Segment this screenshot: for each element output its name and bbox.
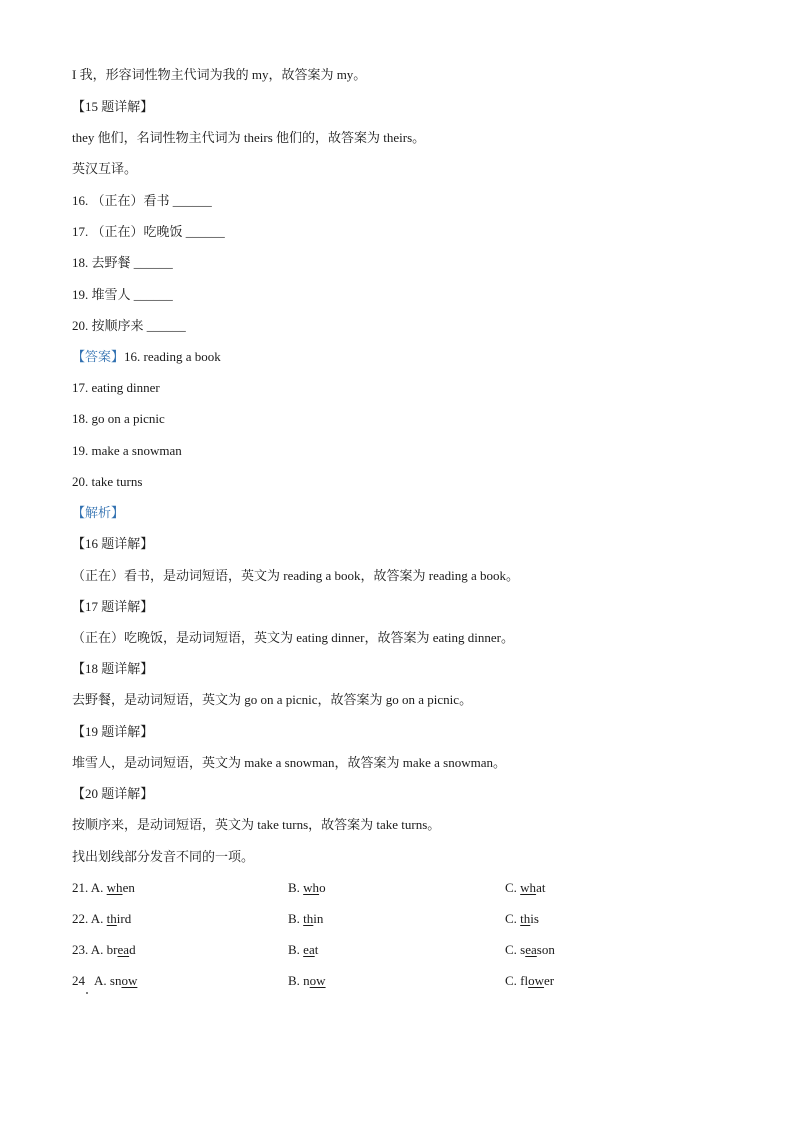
option-22-c: C. this [505,911,539,926]
detail-heading-17: 【17 题详解】 [72,599,154,614]
answer-line [72,348,221,366]
decorative-dot [86,992,88,994]
option-21-c: C. what [505,880,546,895]
detail-heading-16: 【16 题详解】 [72,536,154,551]
text-line: they 他们，名词性物主代词为 theirs 他们的，故答案为 theirs。 [72,130,426,145]
text-line: 英汉互译。 [72,161,138,176]
option-21-a: 21. A. when [72,880,135,895]
answer-20: 20. take turns [72,474,143,489]
question-17: 17. （正在）吃晚饭 ______ [72,224,225,239]
detail-heading-19: 【19 题详解】 [72,724,154,739]
answer-19: 19. make a snowman [72,443,182,458]
answer-18: 18. go on a picnic [72,411,165,426]
detail-20: 按顺序来，是动词短语，英文为 take turns，故答案为 take turns。 [72,817,441,832]
option-23-a: 23. A. bread [72,942,136,957]
answer-tag: 【答案】 [72,349,125,364]
option-24-a: 24 A. snow [72,973,138,988]
option-24-c: C. flower [505,973,555,988]
question-20: 20. 按顺序来 ______ [72,318,186,333]
question-16: 16. （正在）看书 ______ [72,193,212,208]
option-22-b: B. thin [288,911,324,926]
answer-16: 16. reading a book [124,349,221,364]
answer-17: 17. eating dinner [72,380,160,395]
option-24-b: B. now [288,973,326,988]
option-22-a: 22. A. third [72,911,132,926]
detail-heading-18: 【18 题详解】 [72,661,154,676]
option-23-b: B. eat [288,942,319,957]
detail-heading-20: 【20 题详解】 [72,786,154,801]
detail-18: 去野餐，是动词短语，英文为 go on a picnic，故答案为 go on a picnic。 [72,692,473,707]
question-19: 19. 堆雪人 ______ [72,287,173,302]
question-18: 18. 去野餐 ______ [72,255,173,270]
detail-17: （正在）吃晚饭，是动词短语，英文为 eating dinner，故答案为 eating dinner。 [72,630,514,645]
section-heading: 【15 题详解】 [72,99,154,114]
text-line: I 我，形容词性物主代词为我的 my，故答案为 my。 [72,67,367,82]
detail-19: 堆雪人，是动词短语，英文为 make a snowman，故答案为 make a snowman。 [72,755,507,770]
section-instruction: 找出划线部分发音不同的一项。 [72,849,255,864]
option-21-b: B. who [288,880,326,895]
analysis-tag: 【解析】 [72,505,125,520]
detail-16: （正在）看书，是动词短语，英文为 reading a book，故答案为 reading a book。 [72,568,520,583]
option-23-c: C. season [505,942,555,957]
